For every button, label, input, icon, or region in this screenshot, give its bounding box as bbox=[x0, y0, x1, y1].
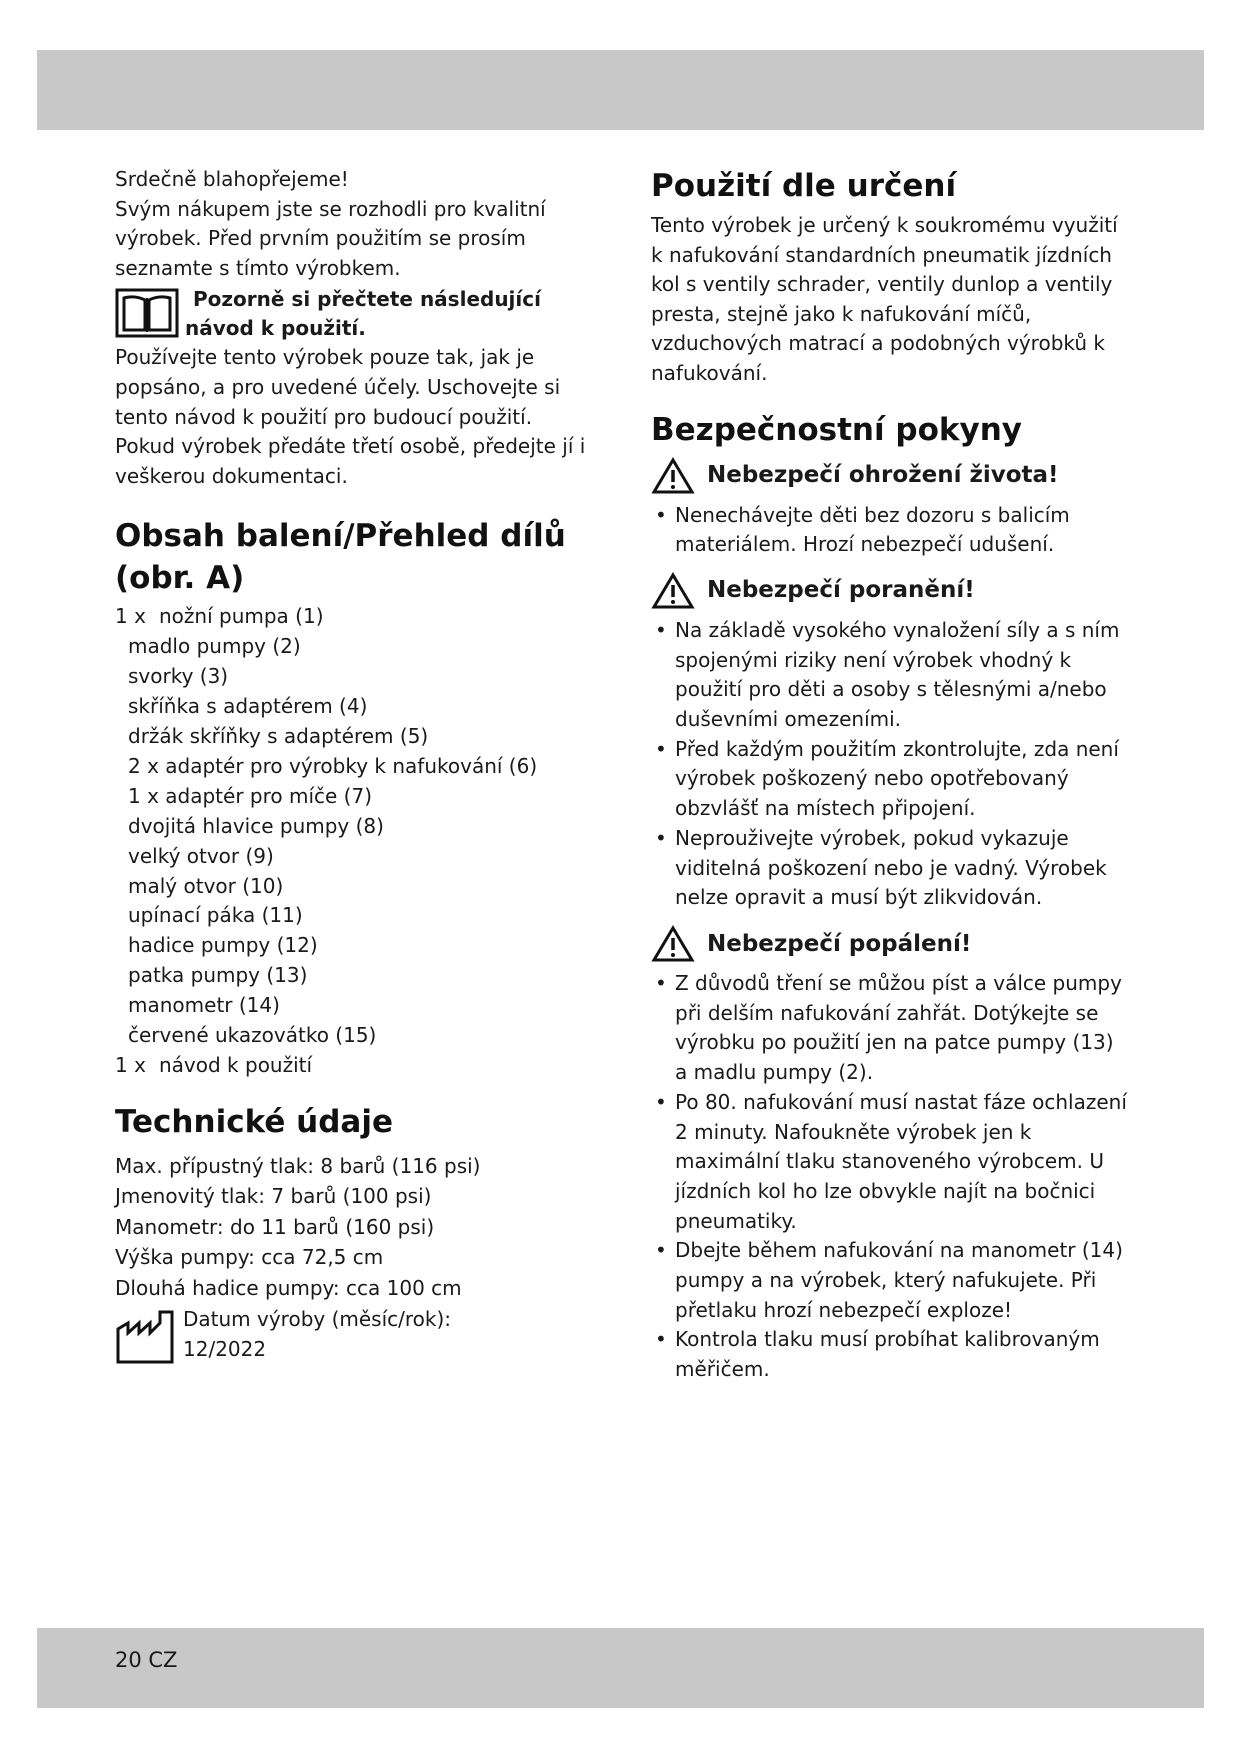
intended-use-text: Tento výrobek je určený k soukromému využití k nafukování standardních pneumatik jízdních kol s ventily schrader, ventily dunlop a ventily presta, stejně jako k nafukování míčů, vzduchových matrací a podobných výrobků k nafukování. bbox=[651, 213, 1118, 385]
intended-use-heading: Použití dle určení bbox=[651, 168, 957, 204]
manual-book-icon bbox=[115, 288, 179, 338]
date-label: Datum výroby (měsíc/rok): bbox=[183, 1307, 452, 1332]
read-manual-notice bbox=[115, 285, 595, 343]
warning-title: Nebezpečí ohrožení života! bbox=[707, 462, 1059, 489]
tech-line: Dlouhá hadice pumpy: cca 100 cm bbox=[115, 1275, 462, 1300]
list-item: • Na základě vysokého vynaložení síly a s ním spojenými riziky není výrobek vhodný k použití pro děti a osoby s tělesnými a/nebo duševními omezeními. bbox=[651, 616, 1131, 735]
list-item: madlo pumpy (2) bbox=[128, 634, 301, 659]
warning-list bbox=[651, 616, 1131, 913]
safety-heading: Bezpečnostní pokyny bbox=[651, 411, 1023, 448]
tech-specs bbox=[115, 1151, 595, 1304]
warning-title: Nebezpečí popálení! bbox=[707, 930, 972, 957]
list-item: červené ukazovátko (15) bbox=[128, 1023, 377, 1048]
list-item: 1 x adaptér pro míče (7) bbox=[128, 783, 373, 808]
list-item: manometr (14) bbox=[128, 993, 280, 1018]
header-band bbox=[37, 50, 1204, 130]
list-item: držák skříňky s adaptérem (5) bbox=[128, 723, 429, 748]
list-item: • Z důvodů tření se můžou píst a válce pumpy při delším nafukování zahřát. Dotýkejte se výrobku po použití jen na patce pumpy (13) a madlu pumpy (2). bbox=[651, 969, 1131, 1088]
list-item: malý otvor (10) bbox=[128, 873, 284, 898]
tech-heading: Technické údaje bbox=[115, 1103, 394, 1140]
footer-band bbox=[37, 1628, 1204, 1708]
warning-triangle-icon bbox=[651, 457, 695, 495]
intro-text: Svým nákupem jste se rozhodli pro kvalitní výrobek. Před prvním použitím se prosím seznamte s tímto výrobkem. bbox=[115, 196, 546, 280]
list-item: • Neprouživejte výrobek, pokud vykazuje viditelná poškození nebo je vadný. Výrobek nelze opravit a musí být zlikvidován. bbox=[651, 824, 1131, 913]
list-item: 1 x nožní pumpa (1) bbox=[115, 604, 324, 629]
list-item: • Kontrola tlaku musí probíhat kalibrovaným měřičem. bbox=[651, 1325, 1131, 1384]
warning-heading bbox=[651, 572, 1131, 610]
list-item: svorky (3) bbox=[128, 664, 229, 689]
list-item: • Dbejte během nafukování na manometr (14) pumpy a na výrobek, který nafukujete. Při přetlaku hrozí nebezpečí exploze! bbox=[651, 1236, 1131, 1325]
contents-heading: Obsah balení/Přehled dílů (obr. A) bbox=[115, 518, 566, 597]
manufacturing-date-icon bbox=[115, 1309, 175, 1365]
tech-line: Jmenovitý tlak: 7 barů (100 psi) bbox=[115, 1184, 432, 1209]
warning-heading bbox=[651, 457, 1131, 495]
attention-line-2: návod k použití. bbox=[185, 316, 366, 341]
list-item: dvojitá hlavice pumpy (8) bbox=[128, 813, 384, 838]
list-item: • Po 80. nafukování musí nastat fáze ochlazení 2 minuty. Nafoukněte výrobek jen k maximální tlaku stanoveného výrobcem. U jízdních kol ho lze obvykle najít na bočnici pneumatiky. bbox=[651, 1088, 1131, 1237]
list-item: • Před každým použitím zkontrolujte, zda není výrobek poškozený nebo opotřebovaný obzvlášť na místech připojení. bbox=[651, 735, 1131, 824]
usage-text: Používejte tento výrobek pouze tak, jak je popsáno, a pro uvedené účely. Uschovejte si tento návod k použití pro budoucí použití. Pokud výrobek předáte třetí osobě, předejte jí i veškerou dokumentaci. bbox=[115, 345, 586, 488]
attention-line-1: Pozorně si přečtete následující bbox=[193, 287, 541, 312]
list-item: velký otvor (9) bbox=[128, 843, 274, 868]
warning-triangle-icon bbox=[651, 925, 695, 963]
list-item: upínací páka (11) bbox=[128, 903, 303, 928]
tech-line: Výška pumpy: cca 72,5 cm bbox=[115, 1245, 384, 1270]
right-column bbox=[651, 165, 1131, 1385]
warning-title: Nebezpečí poranění! bbox=[707, 577, 975, 604]
manufacture-date bbox=[115, 1305, 595, 1365]
tech-line: Max. přípustný tlak: 8 barů (116 psi) bbox=[115, 1153, 481, 1178]
date-value: 12/2022 bbox=[183, 1336, 267, 1361]
warning-list bbox=[651, 501, 1131, 560]
warning-list bbox=[651, 969, 1131, 1385]
list-item: patka pumpy (13) bbox=[128, 963, 308, 988]
tech-line: Manometr: do 11 barů (160 psi) bbox=[115, 1214, 435, 1239]
list-item: skříňka s adaptérem (4) bbox=[128, 694, 368, 719]
warning-heading bbox=[651, 925, 1131, 963]
left-column bbox=[115, 165, 595, 1365]
greeting: Srdečně blahopřejeme! bbox=[115, 167, 349, 191]
list-item: 1 x návod k použití bbox=[115, 1052, 313, 1077]
warning-triangle-icon bbox=[651, 572, 695, 610]
list-item: hadice pumpy (12) bbox=[128, 933, 318, 958]
parts-list bbox=[115, 602, 595, 1081]
list-item: • Nenechávejte děti bez dozoru s balicím materiálem. Hrozí nebezpečí udušení. bbox=[651, 501, 1131, 560]
list-item: 2 x adaptér pro výrobky k nafukování (6) bbox=[128, 753, 538, 778]
page-number: 20 CZ bbox=[115, 1648, 178, 1672]
